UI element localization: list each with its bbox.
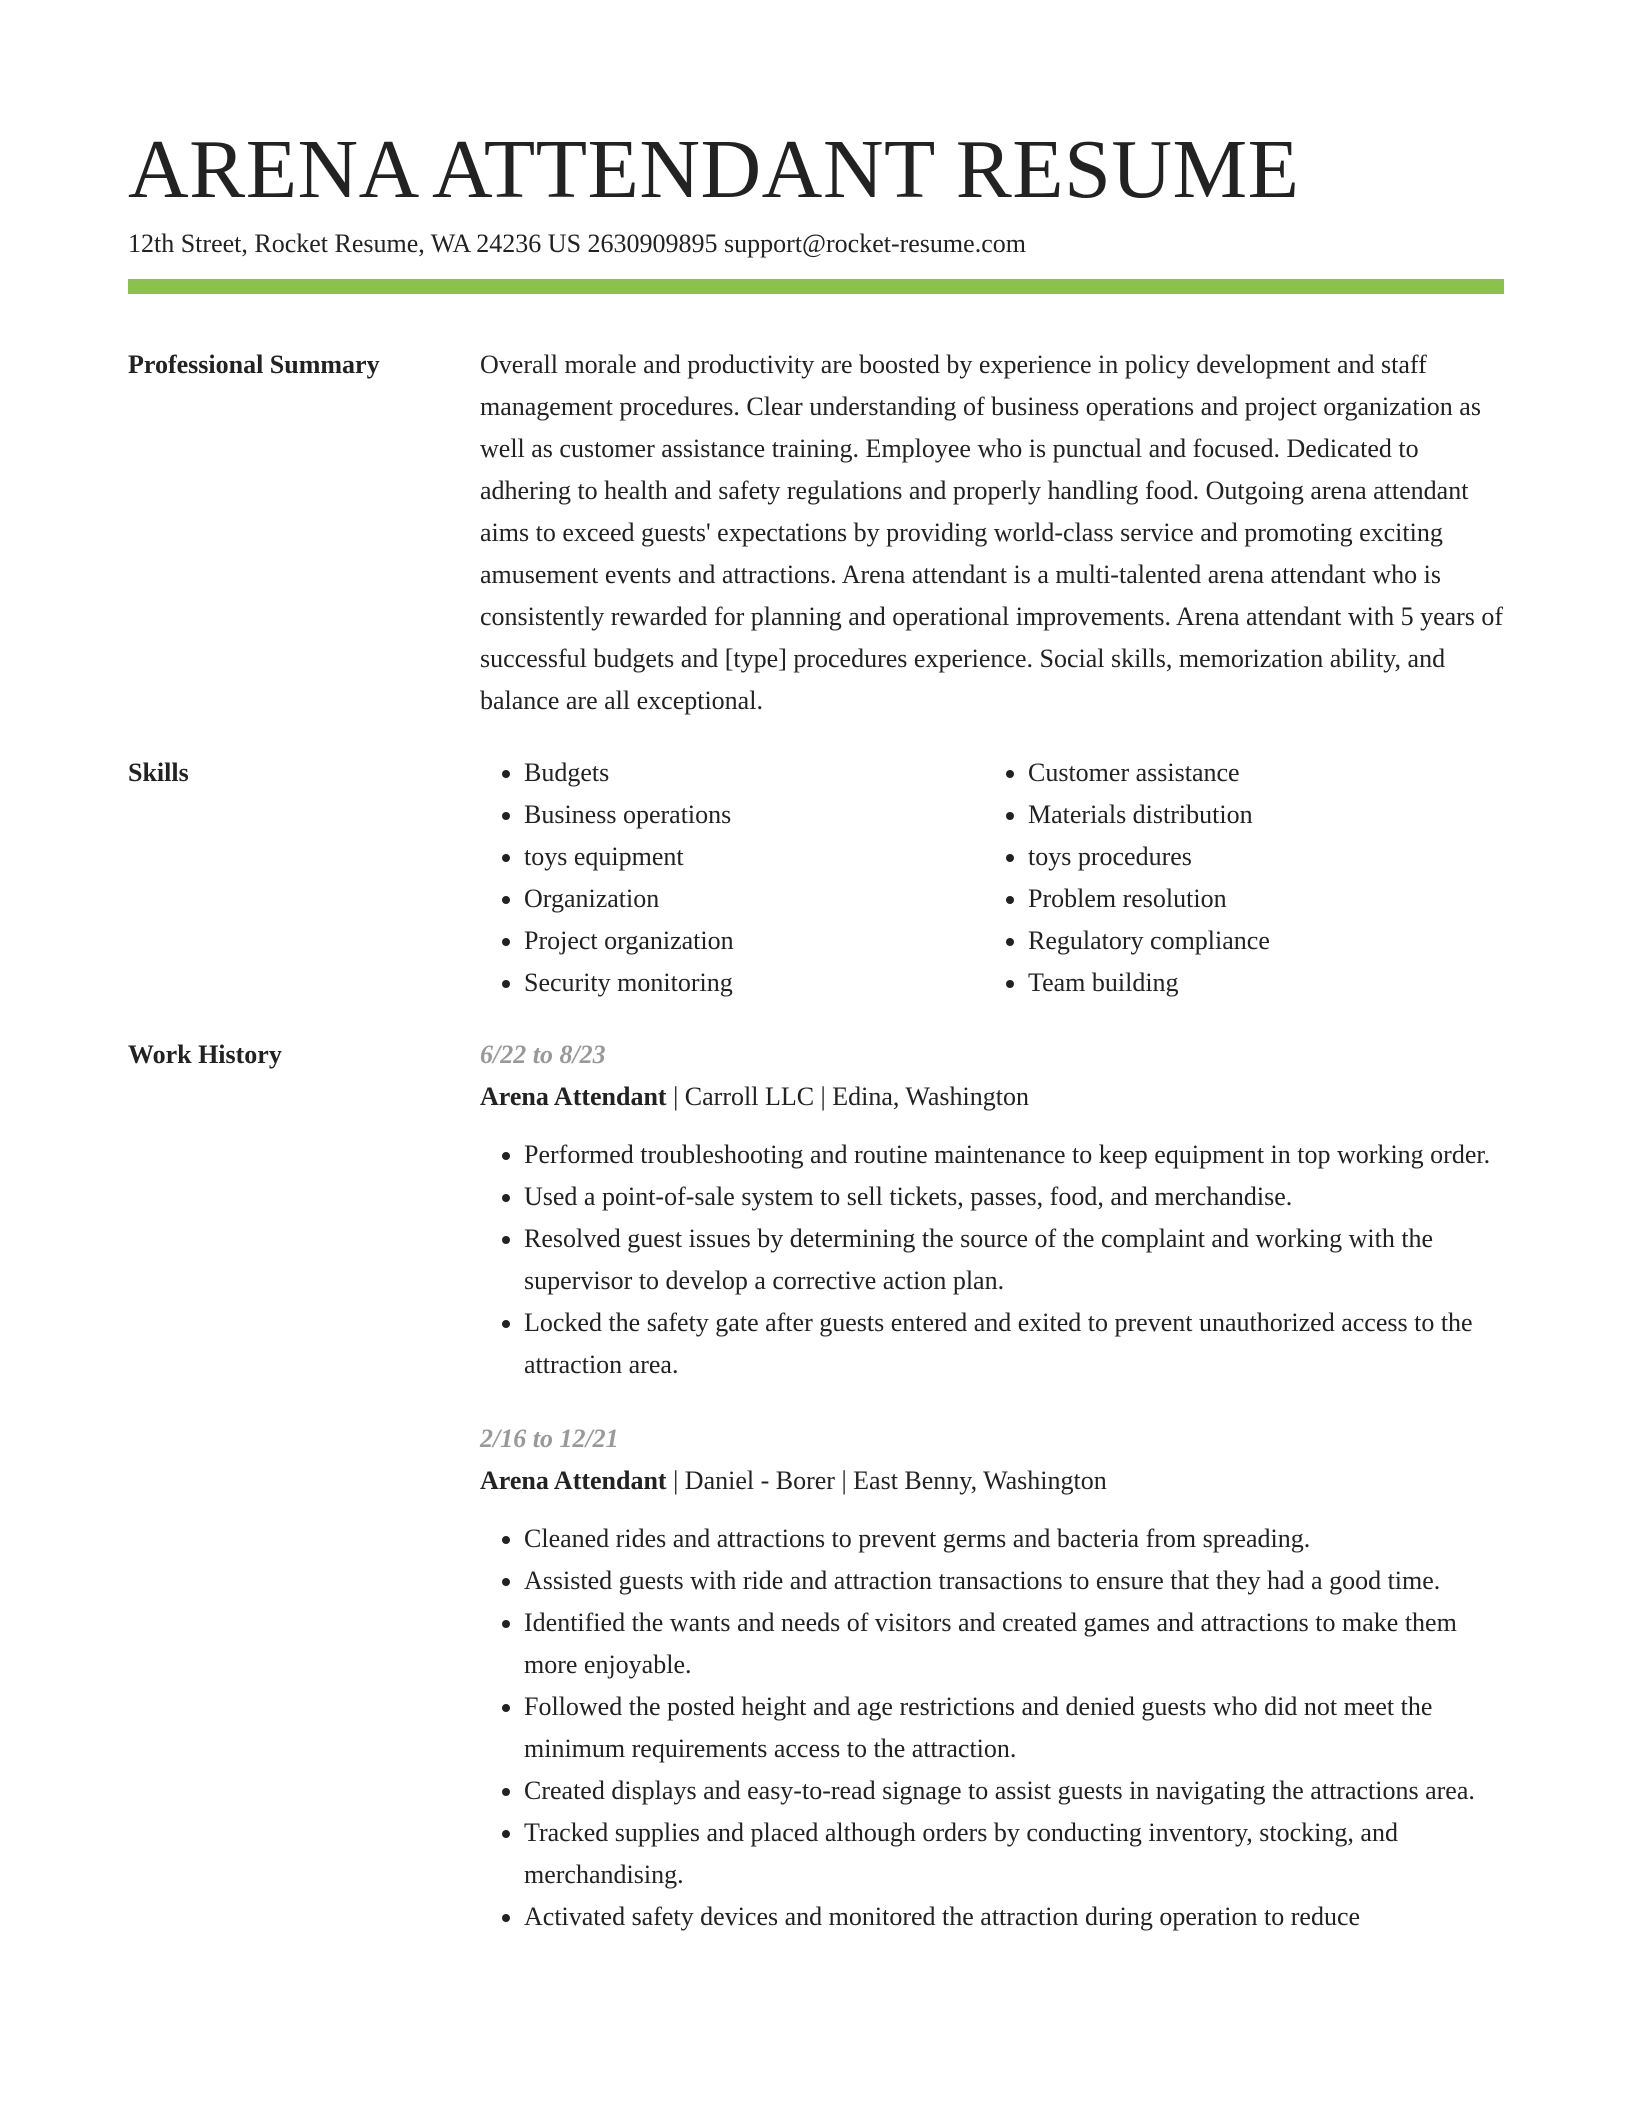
job-employer-location: | Daniel - Borer | East Benny, Washington	[666, 1466, 1107, 1495]
skill-item: • Customer assistance	[1028, 752, 1488, 794]
work-history-section	[128, 1034, 1504, 1938]
skill-item: • Regulatory compliance	[1028, 920, 1488, 962]
job-employer-location: | Carroll LLC | Edina, Washington	[666, 1082, 1029, 1111]
skill-item: • Security monitoring	[524, 962, 984, 1004]
skill-item: • Materials distribution	[1028, 794, 1488, 836]
contact-email: support@rocket-resume.com	[724, 229, 1026, 258]
skill-item: • toys equipment	[524, 836, 984, 878]
skills-list-right	[984, 752, 1488, 1004]
work-history-body	[480, 1034, 1504, 1938]
skill-item: • Project organization	[524, 920, 984, 962]
job-bullet: • Resolved guest issues by determining the source of the complaint and working with the supervisor to develop a corrective action plan.	[524, 1218, 1504, 1302]
skills-grid	[480, 752, 1504, 1004]
section-label-summary: Professional Summary	[128, 350, 380, 379]
job-bullet: • Performed troubleshooting and routine maintenance to keep equipment in top working order.	[524, 1134, 1504, 1176]
skill-item: • Team building	[1028, 962, 1488, 1004]
job-bullet: • Followed the posted height and age restrictions and denied guests who did not meet the minimum requirements access to the attraction.	[524, 1686, 1504, 1770]
job-title-line	[480, 1460, 1504, 1502]
skills-list-left	[480, 752, 984, 1004]
summary-section	[128, 344, 1504, 722]
job-bullet: • Activated safety devices and monitored the attraction during operation to reduce	[524, 1896, 1504, 1938]
job-bullet: • Cleaned rides and attractions to prevent germs and bacteria from spreading.	[524, 1518, 1504, 1560]
contact-line	[128, 226, 1504, 262]
job-entry	[480, 1034, 1504, 1386]
job-dates: 2/16 to 12/21	[480, 1424, 619, 1453]
resume-title: ARENA ATTENDANT RESUME	[128, 123, 1300, 216]
contact-address: 12th Street, Rocket Resume, WA 24236 US	[128, 229, 582, 258]
job-bullet: • Identified the wants and needs of visitors and created games and attractions to make them more enjoyable.	[524, 1602, 1504, 1686]
skills-body	[480, 752, 1504, 1004]
job-bullet: • Locked the safety gate after guests entered and exited to prevent unauthorized access to the attraction area.	[524, 1302, 1504, 1386]
job-bullet: • Assisted guests with ride and attraction transactions to ensure that they had a good time.	[524, 1560, 1504, 1602]
job-bullets	[480, 1134, 1504, 1386]
job-title: Arena Attendant	[480, 1082, 667, 1111]
contact-phone: 2630909895	[587, 229, 718, 258]
skill-item: • Problem resolution	[1028, 878, 1488, 920]
skill-item: • toys procedures	[1028, 836, 1488, 878]
job-title-line	[480, 1076, 1504, 1118]
summary-text: Overall morale and productivity are boosted by experience in policy development and staff management procedures. Clear understanding of business operations and project organization as well as customer assistance training. Employee who is punctual and focused. Dedicated to adhering to health and safety regulations and properly handling food. Outgoing arena attendant aims to exceed guests' expectations by providing world-class service and promoting exciting amusement events and attractions. Arena attendant is a multi-talented arena attendant who is consistently rewarded for planning and operational improvements. Arena attendant with 5 years of successful budgets and [type] procedures experience. Social skills, memorization ability, and balance are all exceptional.	[480, 350, 1504, 715]
skill-item: • Organization	[524, 878, 984, 920]
section-label-work: Work History	[128, 1040, 282, 1069]
job-bullets	[480, 1518, 1504, 1938]
job-dates: 6/22 to 8/23	[480, 1040, 606, 1069]
job-title: Arena Attendant	[480, 1466, 667, 1495]
accent-divider	[128, 279, 1504, 294]
section-label-skills: Skills	[128, 758, 189, 787]
job-entry	[480, 1418, 1504, 1938]
skill-item: • Budgets	[524, 752, 984, 794]
job-bullet: • Created displays and easy-to-read signage to assist guests in navigating the attractions area.	[524, 1770, 1504, 1812]
skills-section	[128, 752, 1504, 1004]
job-bullet: • Tracked supplies and placed although orders by conducting inventory, stocking, and merchandising.	[524, 1812, 1504, 1896]
skill-item: • Business operations	[524, 794, 984, 836]
job-bullet: • Used a point-of-sale system to sell tickets, passes, food, and merchandise.	[524, 1176, 1504, 1218]
